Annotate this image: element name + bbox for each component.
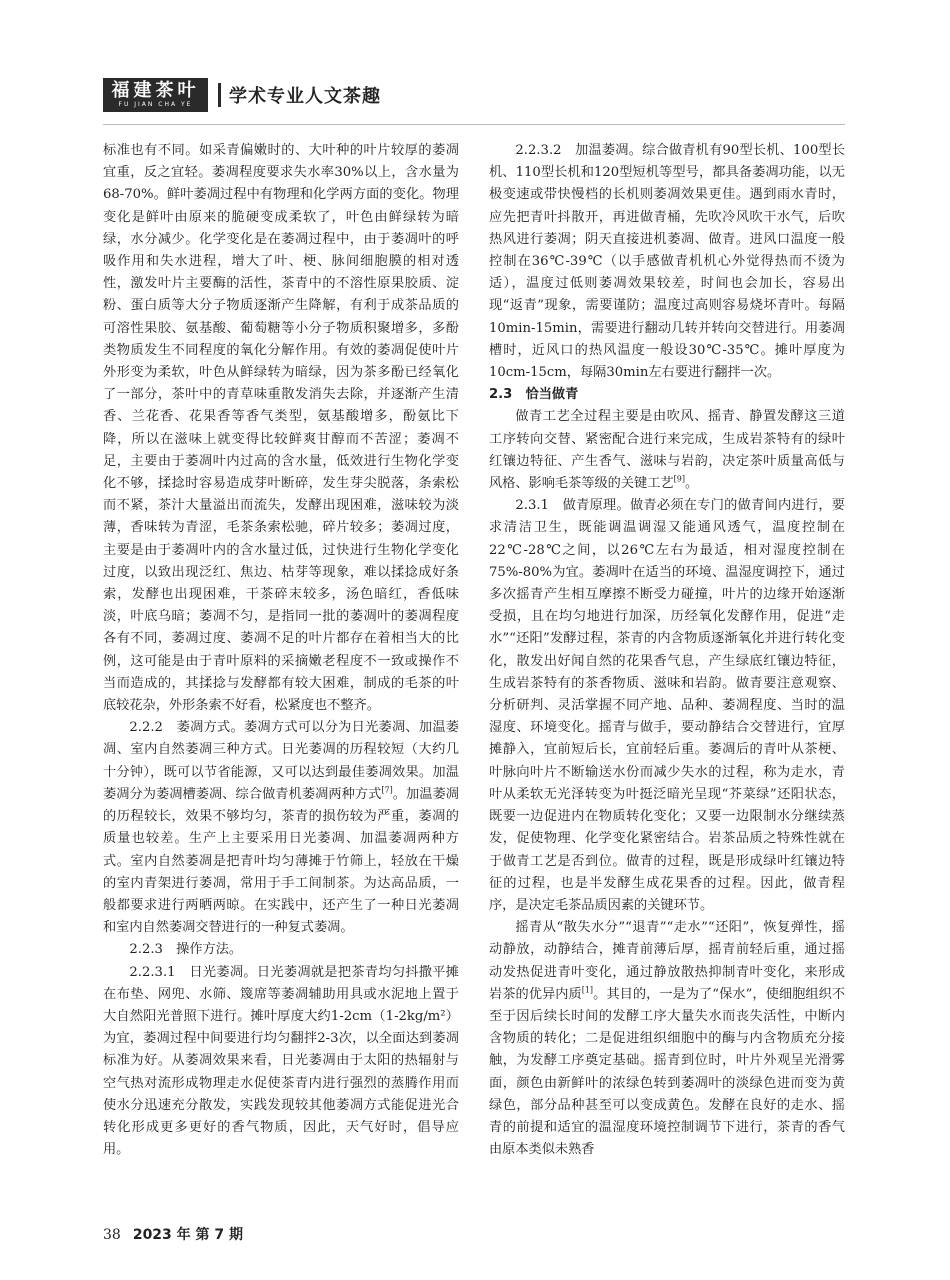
section-2-2-3: 2.2.3 操作方法。 [129, 942, 243, 958]
logo-pinyin: FU JIAN CHA YE [118, 101, 193, 108]
citation: [9] [673, 474, 685, 484]
journal-header [103, 78, 381, 112]
header-rule [103, 124, 845, 125]
section-2-2-2 [103, 717, 459, 939]
header-divider [218, 83, 221, 107]
issue-label: 2023 年 第 7 期 [132, 1227, 244, 1243]
right-column [489, 140, 845, 1161]
section-2-2-3-1: 2.2.3.1 日光萎凋。日光萎凋就是把茶青均匀抖撒平摊在布垫、网兜、水筛、篾席等萎凋辅助用具或水泥地上置于大自然阳光普照下进行。摊叶厚度大约1-2cm（1-2kg/m²）为宜，萎凋过程中间要进行均匀翻拌2-3次，以全面达到萎凋标准为好。从萎凋效果来看，日光萎凋由于太阳的热辐射与空气热对流形成物理走水促使茶青内进行强烈的蒸腾作用而使水分迅速充分散发，实践发现较其他萎凋方式能促进光合转化形成更多更好的香气物质，因此，天气好时，倡导应用。 [103, 964, 459, 1158]
paragraph-text: 做青工艺全过程主要是由吹风、摇青、静置发酵这三道工序转向交替、紧密配合进行来完成，生成岩茶特有的绿叶红镶边特征、产生香气、滋味与岩韵，决定茶叶质量高低与风格、影响毛茶等级的关键工艺 [489, 409, 845, 492]
left-column [103, 140, 459, 1161]
logo-text: 福建茶叶 [111, 80, 200, 101]
page-number: 38 [103, 1227, 121, 1243]
journal-slogan: 学术专业人文茶趣 [229, 86, 381, 107]
paragraph-text: 2.2.2 萎凋方式。萎凋方式可以分为日光萎凋、加温萎凋、室内自然萎凋三种方式。日光萎凋的历程较短（大约几十分钟），既可以节省能源，又可以达到最佳萎凋效果。加温萎凋分为萎凋槽萎凋、综合做青机萎凋两种方式 [103, 720, 459, 802]
page-footer [103, 1224, 243, 1244]
citation: [1] [581, 985, 594, 995]
paragraph [489, 406, 845, 495]
section-2-2-3-2: 2.2.3.2 加温萎凋。综合做青机有90型长机、100型长机、110型长机和120型短机等型号，都具备萎凋功能，以无极变速或带快慢档的长机则萎凋效果更佳。遇到雨水青时，应先把青叶抖散开，再进做青桶，先吹冷风吹干水气，后吹热风进行萎凋；阴天直接进机萎凋、做青。进风口温度一般控制在36℃-39℃（以手感做青机机心外觉得热而不烫为适），温度过低则萎凋效果较差，时间也会加长，容易出现“返青”现象，需要谨防；温度过高则容易烧坏青叶。每隔10min-15min，需要进行翻动几转并转向交替进行。用萎凋槽时，近风口的热风温度一般设30℃-35℃。摊叶厚度为10cm-15cm，每隔30min左右要进行翻拌一次。 [489, 143, 845, 381]
journal-logo [103, 78, 208, 112]
paragraph-text: 。加温萎凋的历程较长，效果不够均匀，茶青的损伤较为严重，萎凋的质量也较差。生产上主要采用日光萎凋、加温萎凋两种方式。室内自然萎凋是把青叶均匀薄摊于竹筛上，轻放在干燥的室内青架进行萎凋，常用于手工间制茶。为达高品质，一般都要求进行两晒两晾。在实践中，还产生了一种日光萎凋和室内自然萎凋交替进行的一种复式萎凋。 [103, 786, 459, 936]
paragraph [489, 917, 845, 1161]
paragraph: 标准也有不同。如采青偏嫩时的、大叶种的叶片较厚的萎凋宜重，反之宜轻。萎凋程度要求失水率30%以上，含水量为68-70%。鲜叶萎凋过程中有物理和化学两方面的变化。物理变化是鲜叶由原来的脆硬变成柔软了，叶色由鲜绿转为暗绿，水分减少。化学变化是在萎凋过程中，由于萎凋叶的呼吸作用和失水进程，增大了叶、梗、脉间细胞膜的相对透性，激发叶片主要酶的活性，茶青中的不溶性原果胶质、淀粉、蛋白质等大分子物质逐渐产生降解，有利于成茶品质的可溶性果胶、氨基酸、葡萄糖等小分子物质积聚增多，多酚类物质发生不同程度的氧化分解作用。有效的萎凋促使叶片外形变为柔软，叶色从鲜绿转为暗绿，因为茶多酚已经氧化了一部分，茶叶中的青草味重散发消失去除，并逐渐产生清香、兰花香、花果香等香气类型，氨基酸增多，酚氨比下降，所以在滋味上就变得比较鲜爽甘醇而不苦涩；萎凋不足，主要由于萎凋叶内过高的含水量，低效进行生物化学变化不够，揉捻时容易造成芽叶断碎，发生芽尖脱落，条索松而不紧，茶汁大量溢出而流失，发酵出现困难，滋味较为淡薄，香味转为青涩，毛茶条索松驰，碎片较多；萎凋过度，主要是由于萎凋叶内的含水量过低，过快进行生物化学变化过度，以致出现泛红、焦边、枯芽等现象，难以揉捻成好条索，发酵也出现困难，干茶碎末较多，汤色暗红，香低味淡，叶底乌暗；萎凋不匀，是指同一批的萎凋叶的萎凋程度各有不同，萎凋过度、萎凋不足的叶片都存在着相当大的比例，这可能是由于青叶原料的采摘嫩老程度不一致或操作不当而造成的，其揉捻与发酵都有较大困难，制成的毛茶的叶底较花杂，外形条索不好看，松紧度也不整齐。 [103, 143, 459, 714]
paragraph-text: 。其目的，一是为了“保水”，使细胞组织不至于因后续长时间的发酵工序大量失水而丧失活性，中断内含物质的转化；二是促进组织细胞中的酶与内含物质充分接触，为发酵工序奠定基础。摇青到位时，叶片外观呈光滑雾面，颜色由新鲜叶的浓绿色转到萎凋叶的淡绿色进而变为黄绿色，部分品种甚至可以变成黄色。发酵在良好的走水、摇青的前提和适宜的温湿度环境控制调节下进行，茶青的香气由原本类似未熟香 [489, 986, 846, 1158]
citation: [7] [381, 785, 393, 795]
section-2-3-1: 2.3.1 做青原理。做青必须在专门的做青间内进行，要求清洁卫生，既能调温调湿又能通风透气，温度控制在22℃-28℃之间，以26℃左右为最适，相对湿度控制在75%-80%为宜。萎凋叶在适当的环境、温湿度调控下，通过多次摇青产生相互摩擦不断受力碰撞，叶片的边缘开始逐渐受损，且在均匀地进行加深，历经氧化发酵作用，促进“走水”“还阳”发酵过程，茶青的内含物质逐渐氧化并进行转化变化，散发出好闻自然的花果香气息，产生绿底红镶边特征，生成岩茶特有的茶香物质、滋味和岩韵。做青要注意观察、分析研判、灵活掌握不同产地、品种、萎凋程度、当时的温湿度、环境变化。摇青与做手，要动静结合交替进行，宜厚摊静入，宜前短后长，宜前轻后重。萎凋后的青叶从茶梗、叶脉向叶片不断输送水份而减少失水的过程，称为走水，青叶从柔软无光泽转变为叶挺泛暗光呈现“芥菜绿”还阳状态，既要一边促进内在物质转化变化；又要一边限制水分继续蒸发，促使物理、化学变化紧密结合。岩茶品质之特殊性就在于做青工艺是否到位。做青的过程，既是形成绿叶红镶边特征的过程，也是半发酵生成花果香的过程。因此，做青程序，是决定毛茶品质因素的关键环节。 [489, 498, 845, 913]
section-heading-2-3: 2.3 恰当做青 [489, 387, 579, 403]
paragraph-text: 摇青从“散失水分”“退青”“走水”“还阳”，恢复弹性，摇动静放，动静结合，摊青前薄后厚，摇青前轻后重，通过摇动发热促进青叶变化，通过静放散热抑制青叶变化，来形成岩茶的优异内质 [489, 920, 845, 1002]
paragraph-text: 。 [684, 476, 699, 492]
